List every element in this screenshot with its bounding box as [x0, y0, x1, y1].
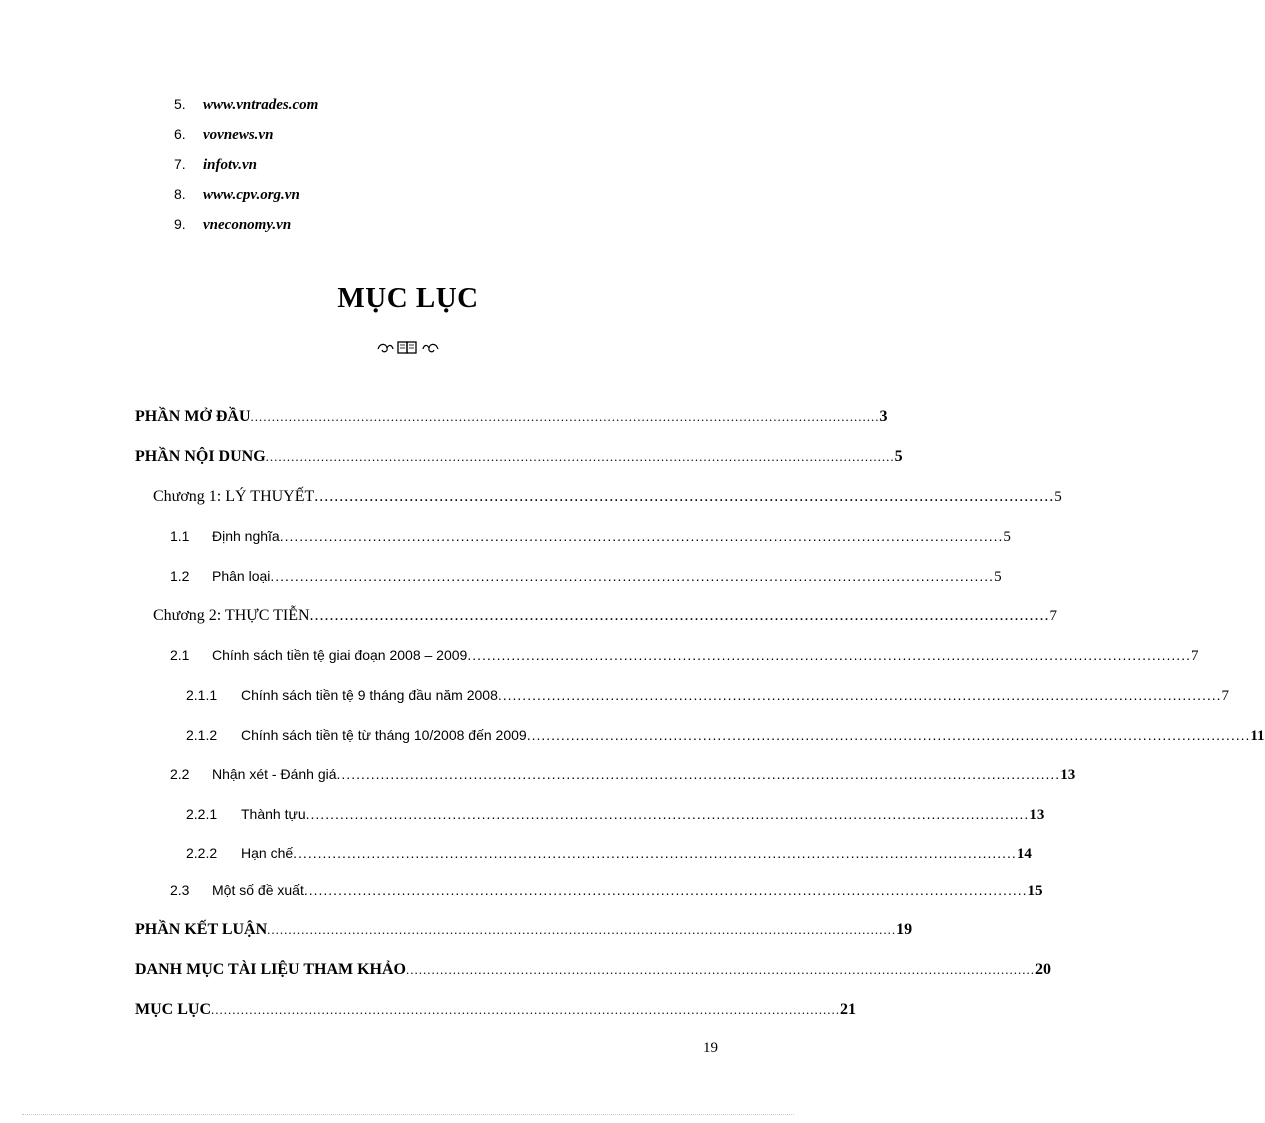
toc-entry-page: 5: [894, 448, 903, 465]
toc-entry-number: 2.2.2: [186, 845, 218, 861]
toc-entry-label: Chương 2: THỰC TIỄN: [153, 607, 310, 624]
toc-entry-number: 2.1: [170, 647, 190, 663]
toc-entry-label: Chính sách tiền tệ từ tháng 10/2008 đến 2009: [241, 727, 527, 743]
toc-leader: ....................................................................................................................................................: [265, 449, 895, 464]
toc-entry[interactable]: [0, 448, 903, 472]
toc-leader: ....................................................................................................................................................: [267, 922, 897, 937]
toc-entry-page: 13: [1029, 807, 1045, 823]
reference-item: [174, 124, 318, 154]
toc-leader: ....................................................................................................................................................: [314, 488, 1055, 505]
toc-entry-label: Phân loại: [212, 568, 271, 584]
page-bottom-border: [22, 1114, 794, 1115]
toc-entry-number: 2.2: [170, 766, 190, 782]
toc-entry-page: 19: [896, 921, 913, 938]
toc-entry[interactable]: [0, 607, 1058, 631]
toc-entry-label: Hạn chế: [241, 845, 294, 861]
toc-leader: ....................................................................................................................................................: [270, 568, 995, 584]
toc-entry-label: Chương 1: LÝ THUYẾT: [153, 488, 315, 505]
reference-number: 8.: [174, 186, 186, 202]
toc-entry-label: Thành tựu: [241, 806, 306, 822]
toc-leader: ....................................................................................................................................................: [526, 727, 1251, 743]
toc-entry[interactable]: [0, 727, 1265, 751]
reference-number: 6.: [174, 126, 186, 142]
toc-entry-page: 14: [1016, 846, 1032, 862]
toc-leader: ....................................................................................................................................................: [250, 409, 880, 424]
toc-entry-page: 5: [994, 569, 1002, 585]
toc-entry-page: 21: [840, 1001, 856, 1018]
toc-entry-number: 1.1: [170, 528, 190, 544]
toc-entry[interactable]: [0, 687, 1230, 711]
toc-entry-number: 2.1.2: [186, 727, 218, 743]
toc-leader: ....................................................................................................................................................: [405, 962, 1035, 977]
toc-entry-label: Chính sách tiền tệ giai đoạn 2008 – 2009: [212, 647, 468, 663]
toc-entry-page: 11: [1250, 728, 1265, 744]
toc-entry-label: Định nghĩa: [212, 528, 280, 544]
toc-entry-label: Một số đề xuất: [212, 882, 304, 898]
toc-entry-label: DANH MỤC TÀI LIỆU THAM KHẢO: [135, 961, 406, 978]
toc-entry-page: 7: [1049, 608, 1058, 624]
toc-entry[interactable]: [0, 766, 1076, 790]
reference-url: www.cpv.org.vn: [203, 187, 300, 203]
page-number: 19: [703, 1040, 718, 1056]
toc-entry[interactable]: [0, 961, 1051, 985]
toc-entry[interactable]: [0, 845, 1032, 869]
toc-leader: ....................................................................................................................................................: [303, 882, 1028, 898]
toc-entry-page: 20: [1034, 961, 1051, 978]
toc-entry[interactable]: [0, 882, 1043, 906]
toc-entry[interactable]: [0, 488, 1062, 512]
toc-entry-label: Chính sách tiền tệ 9 tháng đầu năm 2008: [241, 687, 498, 703]
toc-entry[interactable]: [0, 408, 888, 432]
toc-entry[interactable]: [0, 568, 1002, 592]
toc-entry-number: 1.2: [170, 568, 190, 584]
reference-item: [174, 184, 318, 214]
toc-entry-page: 3: [879, 408, 888, 425]
toc-leader: ....................................................................................................................................................: [305, 806, 1030, 822]
reference-url: vovnews.vn: [203, 127, 274, 143]
toc-entry-page: 13: [1060, 767, 1076, 783]
toc-entry-page: 15: [1027, 883, 1043, 899]
toc-leader: ....................................................................................................................................................: [497, 687, 1222, 703]
toc-entry-label: Nhận xét - Đánh giá: [212, 766, 337, 782]
toc-leader: ....................................................................................................................................................: [309, 607, 1050, 624]
toc-entry-page: 7: [1190, 648, 1199, 664]
toc-entry-page: 5: [1054, 489, 1062, 505]
toc-entry-number: 2.3: [170, 882, 190, 898]
reference-item: [174, 94, 318, 124]
toc-entry[interactable]: [0, 647, 1199, 671]
toc-entry-label: PHẦN KẾT LUẬN: [135, 921, 268, 938]
toc-title: MỤC LỤC: [337, 282, 479, 314]
reference-number: 9.: [174, 216, 186, 232]
toc-entry[interactable]: [0, 1001, 856, 1025]
toc-entry[interactable]: [0, 528, 1011, 552]
reference-item: [174, 214, 318, 244]
toc-leader: ....................................................................................................................................................: [211, 1002, 840, 1017]
toc-entry-number: 2.1.1: [186, 687, 218, 703]
reference-number: 5.: [174, 96, 186, 112]
toc-entry[interactable]: [0, 921, 913, 945]
reference-url: infotv.vn: [203, 157, 258, 173]
reference-list: [174, 94, 318, 244]
toc-entry-page: 5: [1003, 529, 1011, 545]
toc-leader: ....................................................................................................................................................: [293, 845, 1017, 861]
reference-url: www.vntrades.com: [203, 97, 319, 113]
book-ornament-icon: [0, 340, 816, 360]
toc-leader: ....................................................................................................................................................: [467, 647, 1191, 663]
toc-leader: ....................................................................................................................................................: [279, 528, 1004, 544]
toc-entry-label: PHẦN MỞ ĐẦU: [135, 408, 251, 425]
reference-number: 7.: [174, 156, 186, 172]
toc-entry-number: 2.2.1: [186, 806, 218, 822]
toc-entry-page: 7: [1221, 688, 1230, 704]
reference-item: [174, 154, 318, 184]
toc-entry[interactable]: [0, 806, 1045, 830]
toc-entry-label: PHẦN NỘI DUNG: [135, 448, 266, 465]
toc-leader: ....................................................................................................................................................: [336, 766, 1061, 782]
reference-url: vneconomy.vn: [203, 217, 292, 233]
toc-entry-label: MỤC LỤC: [135, 1001, 211, 1018]
